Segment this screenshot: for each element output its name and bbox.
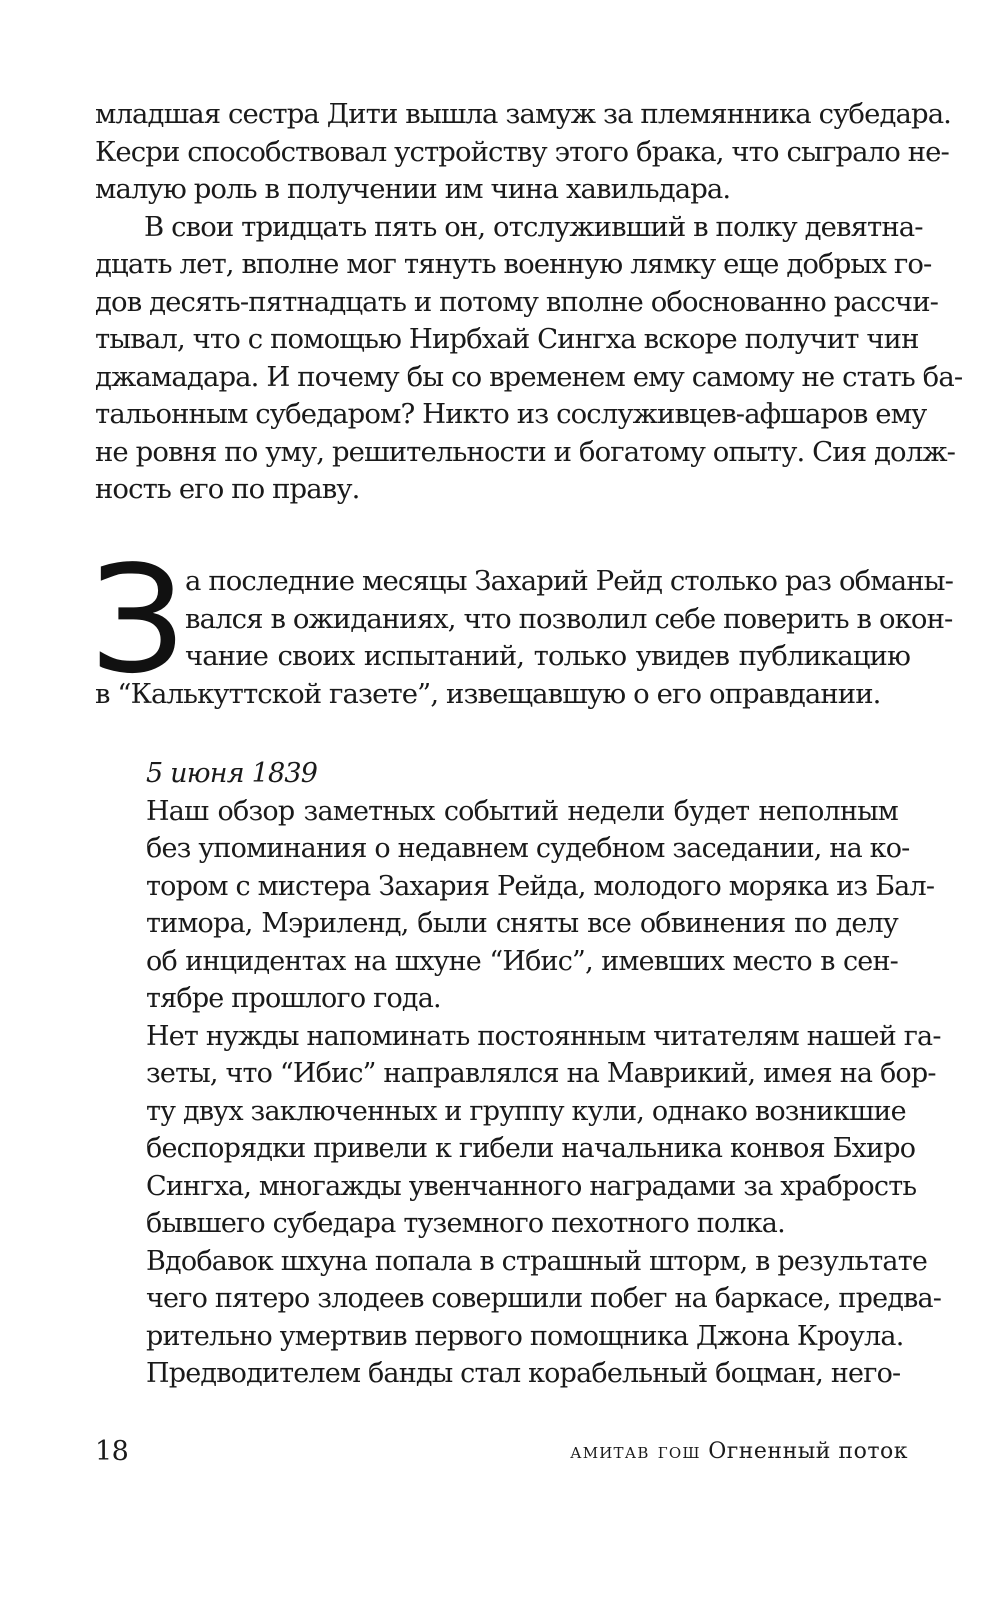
running-head-author: амитав гош (570, 1439, 701, 1464)
text-line: малую роль в получении им чина хавильдара. (95, 173, 731, 205)
text-line: не ровня по уму, решительности и богатому опыту. Сия долж- (95, 435, 956, 468)
text-line: тимора, Мэриленд, были сняты все обвинения по делу (146, 908, 898, 939)
running-head-title: Огненный поток (708, 1439, 908, 1464)
text-line: джамадара. И почему бы со временем ему самому не стать ба- (95, 360, 963, 393)
section-two-beside-cap (185, 563, 954, 676)
section-two-full-width (95, 676, 910, 714)
text-line: тябре прошлого года. (146, 983, 441, 1014)
text-line: В свои тридцать пять он, отслуживший в полку девятна- (144, 210, 923, 243)
page-number: 18 (95, 1436, 129, 1467)
text-line: чего пятеро злодеев совершили побег на баркасе, предва- (146, 1283, 942, 1314)
running-head (570, 1432, 908, 1472)
text-line: бывшего субедара туземного пехотного полка. (146, 1208, 785, 1239)
text-line: без упоминания о недавнем судебном заседании, на ко- (146, 833, 910, 864)
text-line: Предводителем банды стал корабельный боцман, него- (146, 1358, 901, 1389)
text-line: тором с мистера Захария Рейда, молодого моряка из Бал- (146, 870, 935, 902)
drop-cap-letter: З (90, 534, 185, 706)
text-line: Сингха, многажды увенчанного наградами за храбрость (146, 1170, 917, 1202)
text-line: Нет нужды напоминать постоянным читателям нашей га- (146, 1020, 941, 1052)
page-footer (95, 1432, 910, 1472)
text-line: рительно умертвив первого помощника Джона Кроула. (146, 1320, 904, 1352)
text-line: чание своих испытаний, только увидев публикацию (185, 640, 910, 672)
text-line: а последние месяцы Захарий Рейд столько раз обманы- (185, 565, 954, 597)
text-line: Наш обзор заметных событий недели будет неполным (146, 795, 898, 827)
text-line: тывал, что с помощью Нирбхай Сингха вскоре получит чин (95, 323, 919, 355)
text-line: ность его по праву. (95, 473, 360, 505)
text-line: в “Калькуттской газете”, извещавшую о его оправдании. (95, 678, 881, 710)
article-date: 5 июня 1839 (146, 758, 318, 789)
text-line: вался в ожиданиях, что позволил себе поверить в окон- (185, 602, 953, 635)
text-line: тальонным субедаром? Никто из сослуживцев-афшаров ему (95, 398, 927, 430)
text-line: беспорядки привели к гибели начальника конвоя Бхиро (146, 1133, 916, 1164)
body-text-block-one (95, 96, 963, 509)
text-line: дов десять-пятнадцать и потому вполне обоснованно рассчи- (95, 285, 939, 318)
quoted-article (146, 755, 942, 1393)
text-line: Вдобавок шхуна попала в страшный шторм, в результате (146, 1245, 928, 1277)
text-line: Кесри способствовал устройству этого брака, что сыграло не- (95, 135, 949, 168)
text-line: младшая сестра Дити вышла замуж за племянника субедара. (95, 98, 952, 130)
text-line: зеты, что “Ибис” направлялся на Маврикий, имея на бор- (146, 1058, 936, 1089)
text-line: об инцидентах на шхуне “Ибис”, имевших место в сен- (146, 945, 898, 977)
text-line: дцать лет, вполне мог тянуть военную лямку еще добрых го- (95, 248, 932, 280)
text-line: ту двух заключенных и группу кули, однако возникшие (146, 1095, 906, 1127)
